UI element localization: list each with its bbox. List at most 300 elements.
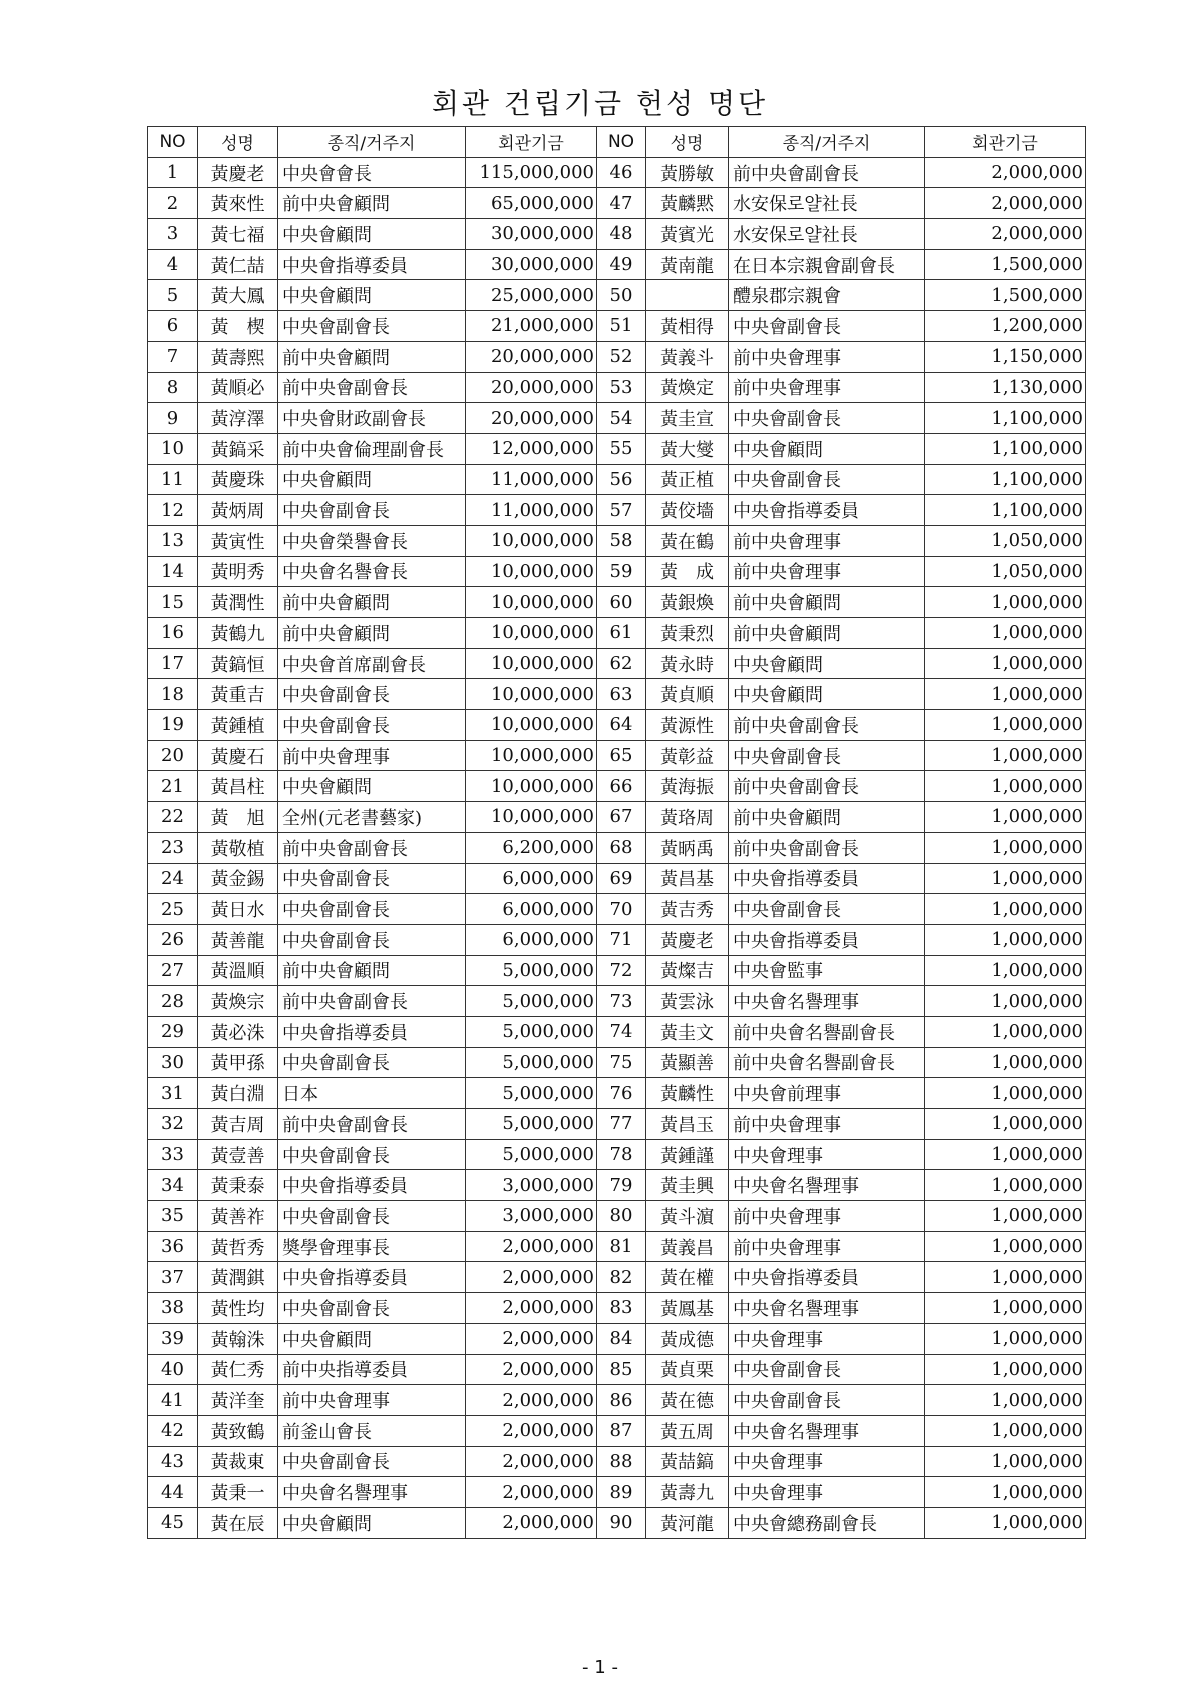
- donor-name: 黃昌柱: [198, 771, 278, 802]
- table-row: [148, 1477, 1086, 1508]
- donor-name: 黃 楔: [198, 311, 278, 342]
- donation-amount: 2,000,000: [925, 188, 1086, 219]
- donor-name: 黃成德: [646, 1323, 729, 1354]
- donor-name: 黃慶老: [198, 157, 278, 188]
- row-no: 4: [148, 249, 198, 280]
- donor-position: 中央會顧問: [278, 219, 466, 250]
- row-no: 8: [148, 372, 198, 403]
- table-row: [148, 1446, 1086, 1477]
- donation-amount: 1,100,000: [925, 433, 1086, 464]
- donation-amount: 20,000,000: [466, 403, 597, 434]
- donor-position: 前中央指導委員: [278, 1354, 466, 1385]
- donor-position: 中央會副會長: [278, 894, 466, 925]
- donation-amount: 10,000,000: [466, 587, 597, 618]
- donor-position: 中央會前理事: [729, 1078, 925, 1109]
- donor-name: 黃麟性: [646, 1078, 729, 1109]
- donor-name: 黃日水: [198, 894, 278, 925]
- donation-amount: 1,000,000: [925, 1109, 1086, 1140]
- donation-amount: 10,000,000: [466, 648, 597, 679]
- donation-amount: 6,000,000: [466, 863, 597, 894]
- donor-name: 黃善龍: [198, 924, 278, 955]
- table-row: [148, 433, 1086, 464]
- row-no: 11: [148, 464, 198, 495]
- donor-position: 中央會副會長: [278, 1201, 466, 1232]
- donor-position: 在日本宗親會副會長: [729, 249, 925, 280]
- donor-name: 黃大燮: [646, 433, 729, 464]
- donor-name: 黃義斗: [646, 341, 729, 372]
- donor-name: 黃 成: [646, 556, 729, 587]
- table-row: [148, 1293, 1086, 1324]
- donor-name: 黃必洙: [198, 1016, 278, 1047]
- row-no: 66: [597, 771, 646, 802]
- donor-name: 黃重吉: [198, 679, 278, 710]
- table-row: [148, 464, 1086, 495]
- table-row: [148, 802, 1086, 833]
- donor-position: 中央會指導委員: [278, 249, 466, 280]
- row-no: 56: [597, 464, 646, 495]
- table-row: [148, 1016, 1086, 1047]
- donor-name: 黃吉秀: [646, 894, 729, 925]
- donor-position: 中央會顧問: [729, 679, 925, 710]
- table-row: [148, 525, 1086, 556]
- donor-name: 黃鎬恒: [198, 648, 278, 679]
- row-no: 53: [597, 372, 646, 403]
- donor-name: 黃鍾植: [198, 710, 278, 741]
- donor-position: 中央會理事: [729, 1139, 925, 1170]
- donor-name: 黃 旭: [198, 802, 278, 833]
- row-no: 85: [597, 1354, 646, 1385]
- donation-amount: 1,050,000: [925, 525, 1086, 556]
- donor-name: 黃順必: [198, 372, 278, 403]
- donor-name: 黃在辰: [198, 1507, 278, 1538]
- donor-position: 中央會理事: [729, 1446, 925, 1477]
- table-row: [148, 1507, 1086, 1538]
- donation-amount: 1,000,000: [925, 771, 1086, 802]
- table-row: [148, 740, 1086, 771]
- donor-name: 黃善祚: [198, 1201, 278, 1232]
- donor-position: 前中央會副會長: [278, 986, 466, 1017]
- donor-position: 中央會副會長: [729, 464, 925, 495]
- table-row: [148, 188, 1086, 219]
- donation-amount: 1,000,000: [925, 587, 1086, 618]
- donor-name: 黃斗濵: [646, 1201, 729, 1232]
- donor-position: 前中央會副會長: [278, 372, 466, 403]
- donor-position: 中央會名譽理事: [278, 1477, 466, 1508]
- table-row: [148, 1139, 1086, 1170]
- donor-name: 黃秉烈: [646, 618, 729, 649]
- donor-position: 中央會顧問: [278, 464, 466, 495]
- donor-position: 前中央會顧問: [729, 587, 925, 618]
- row-no: 81: [597, 1231, 646, 1262]
- donation-amount: 21,000,000: [466, 311, 597, 342]
- donor-name: 黃在鶴: [646, 525, 729, 556]
- donor-position: 中央會榮譽會長: [278, 525, 466, 556]
- donor-name: 黃炳周: [198, 495, 278, 526]
- donor-name: 黃昌基: [646, 863, 729, 894]
- donor-name: 黃圭宣: [646, 403, 729, 434]
- donation-amount: 6,000,000: [466, 924, 597, 955]
- row-no: 75: [597, 1047, 646, 1078]
- row-no: 77: [597, 1109, 646, 1140]
- row-no: 35: [148, 1201, 198, 1232]
- donation-amount: 2,000,000: [466, 1293, 597, 1324]
- donor-name: 黃勝敏: [646, 157, 729, 188]
- table-row: [148, 495, 1086, 526]
- table-row: [148, 1323, 1086, 1354]
- row-no: 46: [597, 157, 646, 188]
- donation-amount: 10,000,000: [466, 679, 597, 710]
- donor-position: 中央會指導委員: [729, 1262, 925, 1293]
- row-no: 33: [148, 1139, 198, 1170]
- donor-name: 黃溫順: [198, 955, 278, 986]
- donor-position: 中央會副會長: [729, 1385, 925, 1416]
- donation-amount: 1,000,000: [925, 1507, 1086, 1538]
- donation-amount: 11,000,000: [466, 495, 597, 526]
- donor-position: 前中央會名譽副會長: [729, 1047, 925, 1078]
- donor-position: 中央會顧問: [278, 280, 466, 311]
- table-row: [148, 1354, 1086, 1385]
- donation-amount: 1,000,000: [925, 679, 1086, 710]
- donation-amount: 5,000,000: [466, 986, 597, 1017]
- row-no: 82: [597, 1262, 646, 1293]
- donor-position: 前中央會理事: [729, 1231, 925, 1262]
- row-no: 7: [148, 341, 198, 372]
- donor-position: 中央會首席副會長: [278, 648, 466, 679]
- row-no: 1: [148, 157, 198, 188]
- donor-name: 黃大鳳: [198, 280, 278, 311]
- donor-position: 前中央會倫理副會長: [278, 433, 466, 464]
- row-no: 22: [148, 802, 198, 833]
- row-no: 18: [148, 679, 198, 710]
- donor-name: 黃貞栗: [646, 1354, 729, 1385]
- donor-position: 前中央會顧問: [278, 188, 466, 219]
- donor-position: 中央會副會長: [278, 710, 466, 741]
- donation-amount: 1,100,000: [925, 495, 1086, 526]
- donor-position: 前中央會理事: [729, 372, 925, 403]
- donor-name: 黃潤錤: [198, 1262, 278, 1293]
- donor-name: 黃煥定: [646, 372, 729, 403]
- row-no: 69: [597, 863, 646, 894]
- row-no: 79: [597, 1170, 646, 1201]
- table-row: [148, 771, 1086, 802]
- row-no: 10: [148, 433, 198, 464]
- donation-amount: 1,050,000: [925, 556, 1086, 587]
- row-no: 9: [148, 403, 198, 434]
- donor-name: 黃義昌: [646, 1231, 729, 1262]
- donor-name: 黃燦吉: [646, 955, 729, 986]
- donation-amount: 1,130,000: [925, 372, 1086, 403]
- donor-position: 中央會財政副會長: [278, 403, 466, 434]
- donor-position: 中央會顧問: [278, 1507, 466, 1538]
- row-no: 19: [148, 710, 198, 741]
- row-no: 24: [148, 863, 198, 894]
- donation-amount: 1,100,000: [925, 403, 1086, 434]
- donor-position: 前中央會顧問: [278, 618, 466, 649]
- donor-position: 中央會名譽理事: [729, 986, 925, 1017]
- donor-position: 前釜山會長: [278, 1415, 466, 1446]
- donor-position: 日本: [278, 1078, 466, 1109]
- table-row: [148, 1415, 1086, 1446]
- header-amount-right: 회관기금: [925, 127, 1086, 158]
- donor-position: 中央會指導委員: [729, 863, 925, 894]
- donor-name: 黃五周: [646, 1415, 729, 1446]
- row-no: 15: [148, 587, 198, 618]
- table-row: [148, 679, 1086, 710]
- donor-name: 黃慶珠: [198, 464, 278, 495]
- donation-amount: 10,000,000: [466, 771, 597, 802]
- donor-position: 前中央會副會長: [729, 771, 925, 802]
- table-row: [148, 710, 1086, 741]
- donation-amount: 1,500,000: [925, 280, 1086, 311]
- donor-position: 前中央會顧問: [278, 587, 466, 618]
- donor-position: 前中央會副會長: [278, 832, 466, 863]
- donor-position: 全州(元老書藝家): [278, 802, 466, 833]
- donor-name: 黃源性: [646, 710, 729, 741]
- donation-amount: 2,000,000: [466, 1262, 597, 1293]
- donor-position: 前中央會理事: [278, 1385, 466, 1416]
- donor-name: 黃性均: [198, 1293, 278, 1324]
- donor-position: 前中央會顧問: [278, 341, 466, 372]
- donor-position: 中央會監事: [729, 955, 925, 986]
- donation-amount: 1,000,000: [925, 894, 1086, 925]
- donation-amount: 2,000,000: [466, 1385, 597, 1416]
- row-no: 87: [597, 1415, 646, 1446]
- donor-name: 黃仁秀: [198, 1354, 278, 1385]
- donation-amount: 1,000,000: [925, 1446, 1086, 1477]
- donor-name: 黃白淵: [198, 1078, 278, 1109]
- header-no-left: NO: [148, 127, 198, 158]
- row-no: 25: [148, 894, 198, 925]
- donation-amount: 1,000,000: [925, 618, 1086, 649]
- donor-position: 中央會指導委員: [278, 1016, 466, 1047]
- donor-position: 中央會顧問: [729, 433, 925, 464]
- donation-amount: 1,000,000: [925, 740, 1086, 771]
- donation-amount: 1,000,000: [925, 802, 1086, 833]
- donor-name: 黃致鶴: [198, 1415, 278, 1446]
- donation-amount: 2,000,000: [925, 219, 1086, 250]
- donor-name: 黃鶴九: [198, 618, 278, 649]
- row-no: 36: [148, 1231, 198, 1262]
- donor-position: 中央會指導委員: [278, 1170, 466, 1201]
- row-no: 89: [597, 1477, 646, 1508]
- donation-amount: 20,000,000: [466, 341, 597, 372]
- table-row: [148, 1201, 1086, 1232]
- donor-position: 水安保로얄社長: [729, 219, 925, 250]
- table-row: [148, 863, 1086, 894]
- donor-position: 中央會副會長: [729, 311, 925, 342]
- table-header-row: [148, 127, 1086, 158]
- donor-position: 前中央會副會長: [278, 1109, 466, 1140]
- donor-name: 黃麟黙: [646, 188, 729, 219]
- donor-position: 前中央會顧問: [729, 618, 925, 649]
- donor-name: 黃鍾謹: [646, 1139, 729, 1170]
- donation-amount: 1,000,000: [925, 1415, 1086, 1446]
- row-no: 45: [148, 1507, 198, 1538]
- donation-amount: 1,000,000: [925, 1385, 1086, 1416]
- donor-position: 中央會副會長: [278, 1446, 466, 1477]
- donation-amount: 2,000,000: [466, 1507, 597, 1538]
- donation-amount: 1,000,000: [925, 1323, 1086, 1354]
- donor-table: [147, 126, 1086, 1539]
- row-no: 90: [597, 1507, 646, 1538]
- donor-name: 黃顯善: [646, 1047, 729, 1078]
- donor-name: 黃來性: [198, 188, 278, 219]
- donor-position: 中央會副會長: [729, 403, 925, 434]
- donor-name: 黃潤性: [198, 587, 278, 618]
- donation-amount: 1,000,000: [925, 1293, 1086, 1324]
- donation-amount: 10,000,000: [466, 740, 597, 771]
- donation-amount: 1,000,000: [925, 1477, 1086, 1508]
- donation-amount: 1,000,000: [925, 863, 1086, 894]
- donor-position: 中央會副會長: [729, 740, 925, 771]
- donation-amount: 1,000,000: [925, 924, 1086, 955]
- donor-position: 中央會指導委員: [729, 495, 925, 526]
- donation-amount: 10,000,000: [466, 710, 597, 741]
- row-no: 39: [148, 1323, 198, 1354]
- row-no: 83: [597, 1293, 646, 1324]
- row-no: 63: [597, 679, 646, 710]
- donation-amount: 6,000,000: [466, 894, 597, 925]
- donor-position: 中央會總務副會長: [729, 1507, 925, 1538]
- table-row: [148, 219, 1086, 250]
- donation-amount: 1,000,000: [925, 1170, 1086, 1201]
- table-row: [148, 1262, 1086, 1293]
- row-no: 2: [148, 188, 198, 219]
- row-no: 31: [148, 1078, 198, 1109]
- donation-amount: 3,000,000: [466, 1170, 597, 1201]
- row-no: 21: [148, 771, 198, 802]
- row-no: 29: [148, 1016, 198, 1047]
- header-amount-left: 회관기금: [466, 127, 597, 158]
- table-row: [148, 157, 1086, 188]
- row-no: 44: [148, 1477, 198, 1508]
- row-no: 3: [148, 219, 198, 250]
- donation-amount: 2,000,000: [466, 1446, 597, 1477]
- table-row: [148, 1047, 1086, 1078]
- table-row: [148, 924, 1086, 955]
- donation-amount: 1,000,000: [925, 648, 1086, 679]
- donor-position: 中央會顧問: [729, 648, 925, 679]
- donor-position: 前中央會顧問: [729, 802, 925, 833]
- row-no: 70: [597, 894, 646, 925]
- donor-position: 中央會顧問: [278, 1323, 466, 1354]
- table-row: [148, 618, 1086, 649]
- header-position-right: 종직/거주지: [729, 127, 925, 158]
- donor-position: 前中央會理事: [729, 1109, 925, 1140]
- row-no: 16: [148, 618, 198, 649]
- donor-name: 黃鎬采: [198, 433, 278, 464]
- donor-position: 中央會副會長: [729, 1354, 925, 1385]
- row-no: 88: [597, 1446, 646, 1477]
- donation-amount: 2,000,000: [466, 1323, 597, 1354]
- row-no: 32: [148, 1109, 198, 1140]
- row-no: 64: [597, 710, 646, 741]
- row-no: 34: [148, 1170, 198, 1201]
- row-no: 71: [597, 924, 646, 955]
- row-no: 60: [597, 587, 646, 618]
- donation-amount: 1,000,000: [925, 1262, 1086, 1293]
- donation-amount: 30,000,000: [466, 249, 597, 280]
- table-row: [148, 832, 1086, 863]
- donor-position: 前中央會副會長: [729, 710, 925, 741]
- row-no: 86: [597, 1385, 646, 1416]
- row-no: 57: [597, 495, 646, 526]
- donor-position: 前中央會理事: [278, 740, 466, 771]
- table-row: [148, 587, 1086, 618]
- row-no: 61: [597, 618, 646, 649]
- donor-name: 黃南龍: [646, 249, 729, 280]
- table-row: [148, 372, 1086, 403]
- donor-name: 黃正植: [646, 464, 729, 495]
- donor-position: 中央會指導委員: [278, 1262, 466, 1293]
- donor-name: 黃昞禹: [646, 832, 729, 863]
- donor-name: 黃在德: [646, 1385, 729, 1416]
- row-no: 48: [597, 219, 646, 250]
- row-no: 27: [148, 955, 198, 986]
- donation-amount: 1,000,000: [925, 1078, 1086, 1109]
- donation-amount: 1,000,000: [925, 1016, 1086, 1047]
- table-row: [148, 249, 1086, 280]
- donation-amount: 5,000,000: [466, 1047, 597, 1078]
- donor-name: 黃賓光: [646, 219, 729, 250]
- donation-amount: 25,000,000: [466, 280, 597, 311]
- row-no: 43: [148, 1446, 198, 1477]
- donation-amount: 1,000,000: [925, 1354, 1086, 1385]
- table-body: [148, 157, 1086, 1538]
- donor-name: 黃圭文: [646, 1016, 729, 1047]
- donation-amount: 115,000,000: [466, 157, 597, 188]
- row-no: 17: [148, 648, 198, 679]
- table-row: [148, 955, 1086, 986]
- table-row: [148, 556, 1086, 587]
- donor-position: 中央會副會長: [729, 894, 925, 925]
- row-no: 76: [597, 1078, 646, 1109]
- donor-position: 前中央會顧問: [278, 955, 466, 986]
- donor-position: 奬學會理事長: [278, 1231, 466, 1262]
- donor-position: 中央會副會長: [278, 924, 466, 955]
- donor-position: 前中央會名譽副會長: [729, 1016, 925, 1047]
- donor-name: 黃昌玉: [646, 1109, 729, 1140]
- row-no: 42: [148, 1415, 198, 1446]
- donor-position: 中央會副會長: [278, 311, 466, 342]
- donor-position: 中央會副會長: [278, 1293, 466, 1324]
- donor-position: 前中央會理事: [729, 1201, 925, 1232]
- row-no: 55: [597, 433, 646, 464]
- donor-position: 水安保로얄社長: [729, 188, 925, 219]
- donor-position: 前中央會理事: [729, 556, 925, 587]
- row-no: 26: [148, 924, 198, 955]
- donor-name: 黃圭興: [646, 1170, 729, 1201]
- donation-amount: 2,000,000: [925, 157, 1086, 188]
- row-no: 50: [597, 280, 646, 311]
- donation-amount: 65,000,000: [466, 188, 597, 219]
- donor-position: 中央會副會長: [278, 1047, 466, 1078]
- donation-amount: 1,100,000: [925, 464, 1086, 495]
- row-no: 6: [148, 311, 198, 342]
- donor-name: 黃河龍: [646, 1507, 729, 1538]
- donor-name: 黃甲孫: [198, 1047, 278, 1078]
- donation-amount: 1,000,000: [925, 1139, 1086, 1170]
- donor-position: 中央會名譽會長: [278, 556, 466, 587]
- row-no: 13: [148, 525, 198, 556]
- row-no: 28: [148, 986, 198, 1017]
- header-name-right: 성명: [646, 127, 729, 158]
- donation-amount: 10,000,000: [466, 802, 597, 833]
- donation-amount: 2,000,000: [466, 1354, 597, 1385]
- row-no: 20: [148, 740, 198, 771]
- donation-amount: 1,150,000: [925, 341, 1086, 372]
- donation-amount: 5,000,000: [466, 1109, 597, 1140]
